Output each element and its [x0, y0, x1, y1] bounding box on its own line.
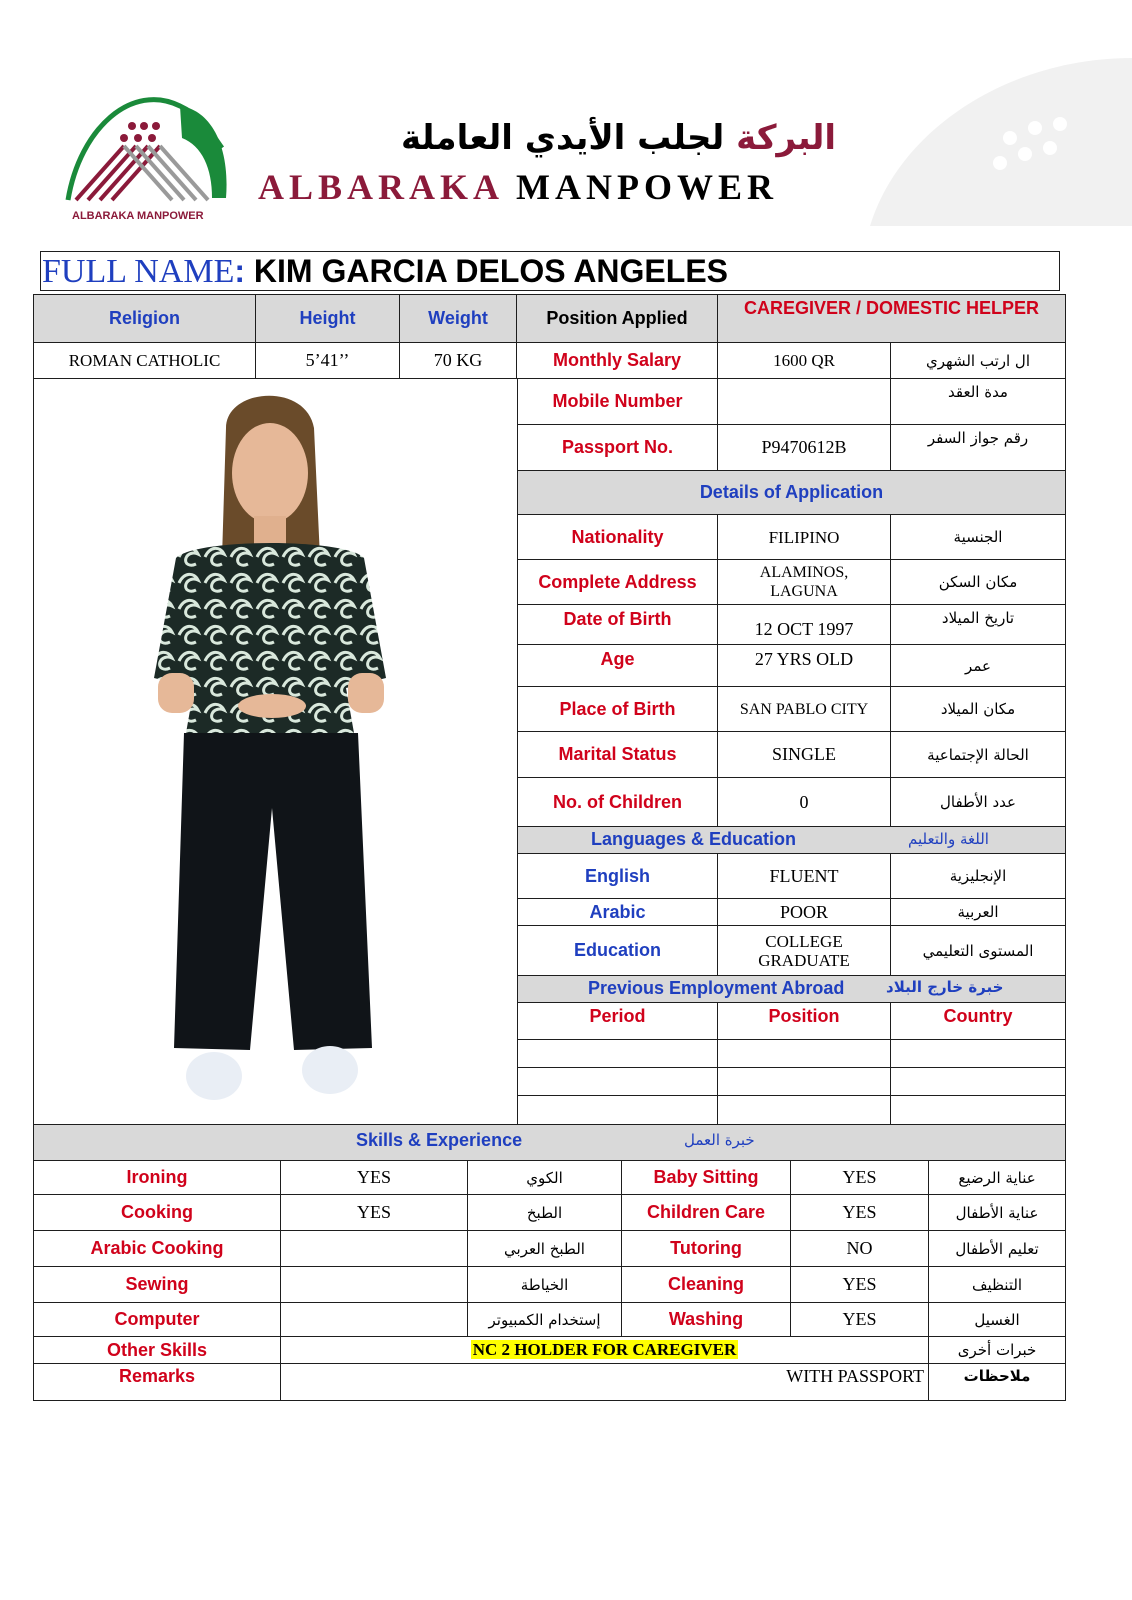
- skill-arabic-cooking-value: [281, 1231, 468, 1267]
- skills-row: [34, 1267, 1066, 1303]
- languages-education-heading-row: [518, 827, 1066, 854]
- complete-address-value: ALAMINOS, LAGUNA: [718, 560, 891, 605]
- weight-value: 70 KG: [400, 343, 517, 379]
- skills-table: [33, 1124, 1066, 1401]
- skills-heading-row: [34, 1125, 1066, 1161]
- skill-tutoring-value: NO: [791, 1231, 929, 1267]
- employment-row: [518, 1096, 1066, 1128]
- skill-baby-sitting-arabic: عناية الرضيع: [929, 1161, 1066, 1195]
- previous-employment-heading: Previous Employment Abroad: [588, 978, 845, 998]
- skill-children-care-value: YES: [791, 1195, 929, 1231]
- arabic-brand-part-1: البركة: [736, 118, 836, 158]
- arabic-brand-name: [256, 118, 836, 158]
- age-arabic: عمر: [891, 645, 1066, 687]
- nationality-label: Nationality: [518, 515, 718, 560]
- passport-number-label: Passport No.: [518, 425, 718, 471]
- skill-cooking-value: YES: [281, 1195, 468, 1231]
- position-applied-label: Position Applied: [517, 295, 718, 343]
- arabic-arabic: العربية: [891, 899, 1066, 926]
- marital-status-arabic: الحالة الإجتماعية: [891, 732, 1066, 778]
- education-label: Education: [518, 926, 718, 976]
- complete-address-label: Complete Address: [518, 560, 718, 605]
- skill-washing-value: YES: [791, 1303, 929, 1337]
- no-of-children-value: 0: [718, 778, 891, 827]
- decorative-watermark: [860, 48, 1132, 228]
- monthly-salary-label: Monthly Salary: [517, 343, 718, 379]
- english-arabic: الإنجليزية: [891, 854, 1066, 899]
- date-of-birth-value: 12 OCT 1997: [718, 605, 891, 645]
- skill-ironing-value: YES: [281, 1161, 468, 1195]
- skill-cleaning-arabic: التنظيف: [929, 1267, 1066, 1303]
- no-of-children-arabic: عدد الأطفال: [891, 778, 1066, 827]
- skill-washing-label: Washing: [622, 1303, 791, 1337]
- height-value: 5’41’’: [256, 343, 400, 379]
- other-skills-arabic: خبرات أخرى: [929, 1337, 1066, 1364]
- remarks-value: WITH PASSPORT: [281, 1364, 929, 1401]
- full-name-bar: [40, 251, 1060, 291]
- employment-position-header: Position: [718, 1003, 891, 1040]
- details-of-application-heading: Details of Application: [518, 471, 1066, 515]
- application-details-table: [517, 378, 1066, 1128]
- logo-caption: ALBARAKA MANPOWER: [72, 210, 204, 222]
- skills-row: [34, 1195, 1066, 1231]
- english-brand-part-1: ALBARAKA: [258, 167, 503, 207]
- english-label: English: [518, 854, 718, 899]
- arabic-label: Arabic: [518, 899, 718, 926]
- full-name-colon: :: [234, 253, 254, 289]
- mobile-number-value: [718, 379, 891, 425]
- skill-tutoring-label: Tutoring: [622, 1231, 791, 1267]
- age-label: Age: [518, 645, 718, 687]
- other-skills-label: Other Skills: [34, 1337, 281, 1364]
- full-name-label: [42, 253, 728, 291]
- skill-washing-arabic: الغسيل: [929, 1303, 1066, 1337]
- other-skills-row: [34, 1337, 1066, 1364]
- no-of-children-label: No. of Children: [518, 778, 718, 827]
- skill-sewing-value: [281, 1267, 468, 1303]
- skill-sewing-label: Sewing: [34, 1267, 281, 1303]
- skills-row: [34, 1231, 1066, 1267]
- religion-header: Religion: [34, 295, 256, 343]
- education-arabic: المستوى التعليمي: [891, 926, 1066, 976]
- employment-period-header: Period: [518, 1003, 718, 1040]
- monthly-salary-arabic: ال ارتب الشهري: [891, 343, 1066, 379]
- remarks-label: Remarks: [34, 1364, 281, 1401]
- previous-employment-heading-arabic: خبرة خارج البلاد: [886, 978, 1004, 996]
- skill-arabic-cooking-label: Arabic Cooking: [34, 1231, 281, 1267]
- company-logo: [62, 88, 232, 223]
- full-name-value: KIM GARCIA DELOS ANGELES: [253, 253, 728, 289]
- education-value: COLLEGE GRADUATE: [718, 926, 891, 976]
- skill-ironing-label: Ironing: [34, 1161, 281, 1195]
- place-of-birth-label: Place of Birth: [518, 687, 718, 732]
- nationality-value: FILIPINO: [718, 515, 891, 560]
- skill-children-care-label: Children Care: [622, 1195, 791, 1231]
- languages-education-heading-arabic: اللغة والتعليم: [908, 830, 989, 848]
- skill-baby-sitting-label: Baby Sitting: [622, 1161, 791, 1195]
- other-skills-value: NC 2 HOLDER FOR CAREGIVER: [472, 1340, 737, 1359]
- employment-row: [518, 1040, 1066, 1068]
- skill-cooking-arabic: الطبخ: [468, 1195, 622, 1231]
- marital-status-value: SINGLE: [718, 732, 891, 778]
- employment-row: [518, 1068, 1066, 1096]
- skill-computer-label: Computer: [34, 1303, 281, 1337]
- applicant-photo: [46, 388, 506, 1108]
- other-skills-value-cell: [281, 1337, 929, 1364]
- weight-header: Weight: [400, 295, 517, 343]
- skill-cleaning-label: Cleaning: [622, 1267, 791, 1303]
- skill-children-care-arabic: عناية الأطفال: [929, 1195, 1066, 1231]
- date-of-birth-arabic: تاريخ الميلاد: [891, 605, 1066, 645]
- skills-row: [34, 1161, 1066, 1195]
- place-of-birth-value: SAN PABLO CITY: [718, 687, 891, 732]
- place-of-birth-arabic: مكان الميلاد: [891, 687, 1066, 732]
- skills-row: [34, 1303, 1066, 1337]
- skill-baby-sitting-value: YES: [791, 1161, 929, 1195]
- employment-country-header: Country: [891, 1003, 1066, 1040]
- skills-heading-arabic: خبرة العمل: [684, 1131, 755, 1149]
- skill-sewing-arabic: الخياطة: [468, 1267, 622, 1303]
- skill-tutoring-arabic: تعليم الأطفال: [929, 1231, 1066, 1267]
- mobile-number-arabic: مدة العقد: [891, 379, 1066, 425]
- skill-computer-arabic: إستخدام الكمبيوتر: [468, 1303, 622, 1337]
- skill-computer-value: [281, 1303, 468, 1337]
- english-value: FLUENT: [718, 854, 891, 899]
- skill-cooking-label: Cooking: [34, 1195, 281, 1231]
- skill-arabic-cooking-arabic: الطبخ العربي: [468, 1231, 622, 1267]
- nationality-arabic: الجنسية: [891, 515, 1066, 560]
- monthly-salary-value: 1600 QR: [718, 343, 891, 379]
- top-info-table: [33, 294, 1066, 379]
- date-of-birth-label: Date of Birth: [518, 605, 718, 645]
- applicant-figure: [46, 388, 506, 1108]
- languages-education-heading: Languages & Education: [591, 829, 797, 849]
- marital-status-label: Marital Status: [518, 732, 718, 778]
- age-value: 27 YRS OLD: [718, 645, 891, 687]
- religion-value: ROMAN CATHOLIC: [34, 343, 256, 379]
- skill-cleaning-value: YES: [791, 1267, 929, 1303]
- height-header: Height: [256, 295, 400, 343]
- remarks-row: [34, 1364, 1066, 1401]
- mobile-number-label: Mobile Number: [518, 379, 718, 425]
- position-applied-value: CAREGIVER / DOMESTIC HELPER: [718, 295, 1066, 343]
- passport-number-arabic: رقم جواز السفر: [891, 425, 1066, 471]
- full-name-label-text: FULL NAME: [42, 253, 235, 290]
- arabic-brand-part-2: لجلب الأيدي العاملة: [401, 118, 737, 158]
- english-brand-part-2: MANPOWER: [502, 167, 779, 207]
- skills-heading: Skills & Experience: [356, 1130, 523, 1150]
- english-brand-name: [258, 166, 778, 208]
- passport-number-value: P9470612B: [718, 425, 891, 471]
- previous-employment-heading-row: [518, 976, 1066, 1003]
- complete-address-arabic: مكان السكن: [891, 560, 1066, 605]
- skill-ironing-arabic: الكوي: [468, 1161, 622, 1195]
- remarks-arabic: ملاحظات: [929, 1364, 1066, 1401]
- arabic-value: POOR: [718, 899, 891, 926]
